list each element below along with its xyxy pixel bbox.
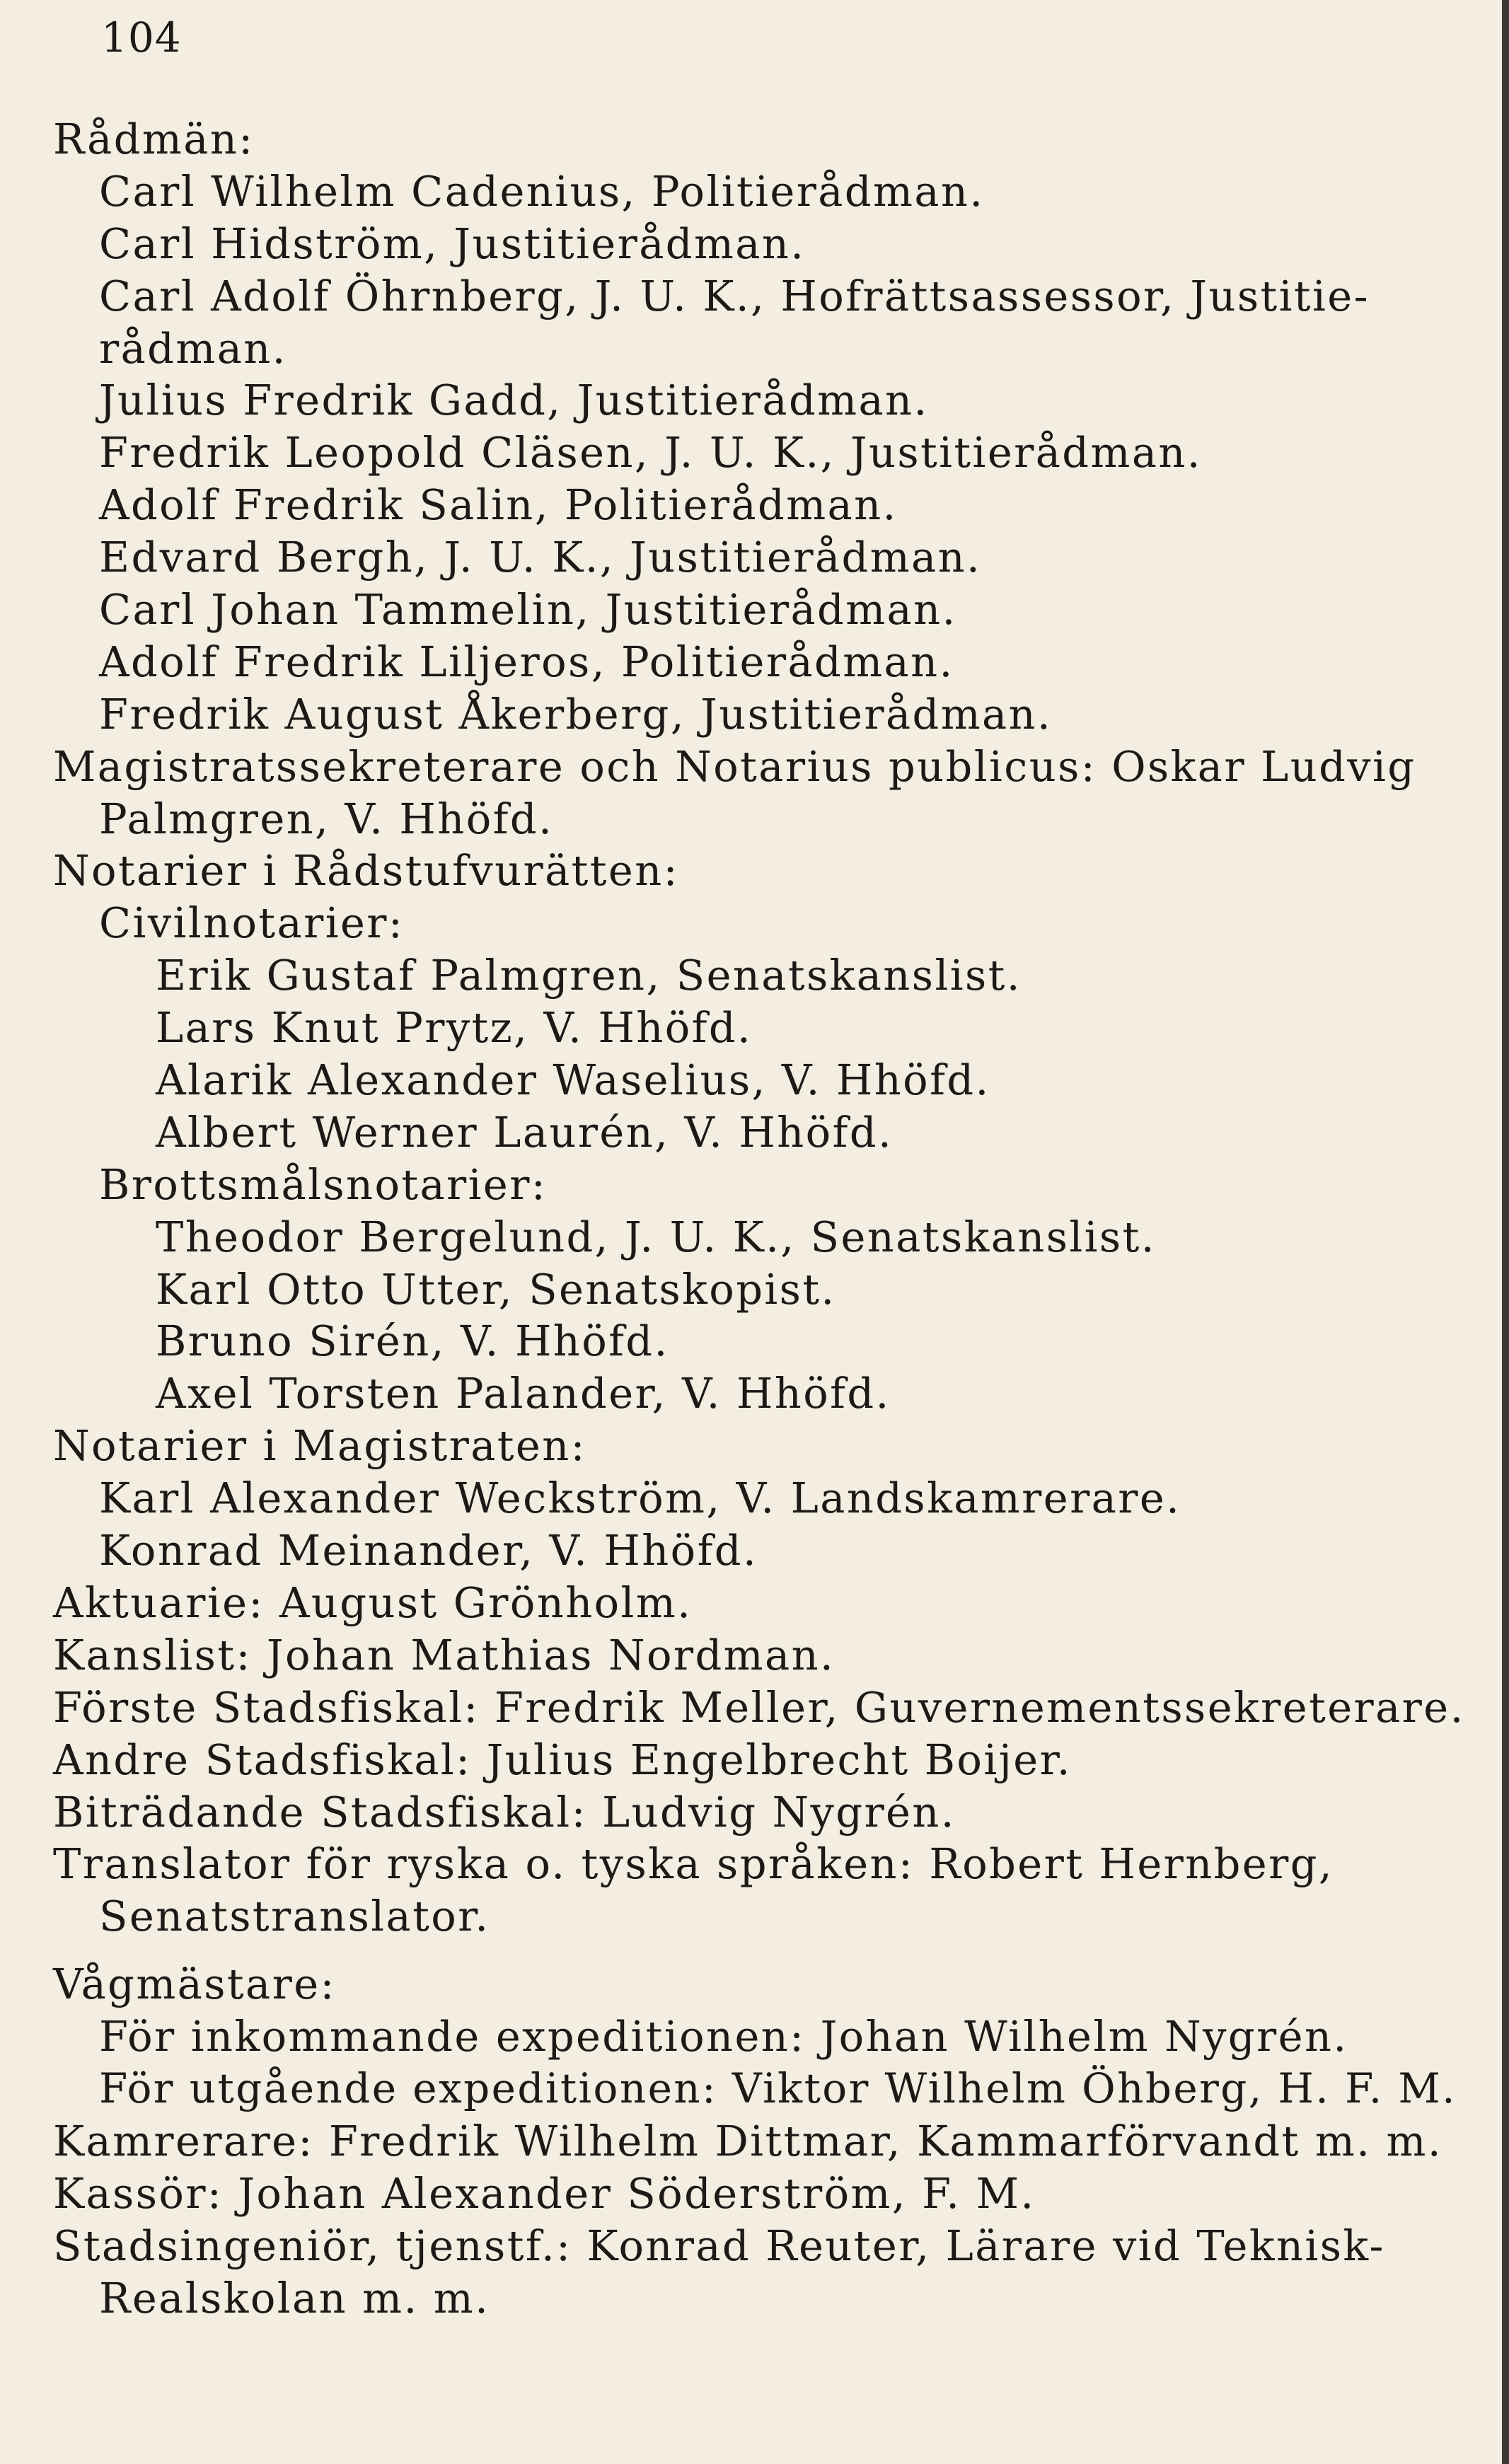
list-item: Erik Gustaf Palmgren, Senatskanslist. xyxy=(156,951,1022,1000)
entry-magistratssekreterare: Magistratssekreterare och Notarius publicus: Oskar Ludvig xyxy=(53,741,1416,791)
heading-radman: Rådmän: xyxy=(53,115,255,163)
entry-continuation: Senatstranslator. xyxy=(99,1892,490,1941)
spacer xyxy=(53,1943,1468,1958)
subheading-civilnotarier: Civilnotarier: xyxy=(99,898,405,948)
list-item: Adolf Fredrik Salin, Politierådman. xyxy=(99,480,898,530)
entry-continuation: Palmgren, V. Hhöfd. xyxy=(99,794,554,843)
heading-vagmastare: Vågmästare: xyxy=(53,1960,336,2009)
list-item: Karl Alexander Weckström, V. Landskamrerare. xyxy=(99,1474,1181,1523)
heading-notarier-magistraten: Notarier i Magistraten: xyxy=(53,1421,586,1471)
list-item: Konrad Meinander, V. Hhöfd. xyxy=(99,1526,758,1575)
list-item: Carl Wilhelm Cadenius, Politierådman. xyxy=(99,166,985,216)
list-item: Karl Otto Utter, Senatskopist. xyxy=(156,1264,836,1314)
subheading-brottsmalsnotarier: Brottsmålsnotarier: xyxy=(99,1159,548,1209)
heading-notarier-radstufvuratten: Notarier i Rådstufvurätten: xyxy=(53,846,679,896)
entry-aktuarie: Aktuarie: August Grönholm. xyxy=(53,1578,693,1627)
entry-andre-stadsfiskal: Andre Stadsfiskal: Julius Engelbrecht Boijer. xyxy=(53,1735,1072,1784)
list-item: Fredrik August Åkerberg, Justitierådman. xyxy=(99,689,1053,739)
entry-stadsingenior: Stadsingeniör, tjenstf.: Konrad Reuter, Lärare vid Teknisk- xyxy=(53,2221,1385,2270)
list-item: Carl Hidström, Justitierådman. xyxy=(99,219,806,268)
entry-translator: Translator för ryska o. tyska språken: Robert Hernberg, xyxy=(53,1839,1334,1889)
list-item: Alarik Alexander Waselius, V. Hhöfd. xyxy=(156,1055,990,1105)
list-item: Carl Adolf Öhrnberg, J. U. K., Hofrättsassessor, Justitie- xyxy=(99,271,1370,320)
list-item: Theodor Bergelund, J. U. K., Senatskanslist. xyxy=(156,1212,1156,1261)
list-item: Albert Werner Laurén, V. Hhöfd. xyxy=(156,1107,894,1157)
list-item: Adolf Fredrik Liljeros, Politierådman. xyxy=(99,637,954,686)
list-item: Edvard Bergh, J. U. K., Justitierådman. xyxy=(99,533,982,582)
list-item: Julius Fredrik Gadd, Justitierådman. xyxy=(99,376,929,425)
entry-bitradande-stadsfiskal: Biträdande Stadsfiskal: Ludvig Nygrén. xyxy=(53,1787,956,1837)
list-item: Carl Johan Tammelin, Justitierådman. xyxy=(99,585,957,635)
page-edge-rule xyxy=(1502,0,1509,2464)
document-body xyxy=(53,113,1468,2324)
page-number: 104 xyxy=(101,13,182,62)
entry-kanslist: Kanslist: Johan Mathias Nordman. xyxy=(53,1630,836,1679)
list-item: För utgående expeditionen: Viktor Wilhelm Öhberg, H. F. M. xyxy=(99,2064,1457,2112)
entry-forste-stadsfiskal: Förste Stadsfiskal: Fredrik Meller, Guvernementssekreterare. xyxy=(53,1682,1465,1732)
entry-kassor: Kassör: Johan Alexander Söderström, F. M. xyxy=(53,2168,1036,2218)
entry-continuation: Realskolan m. m. xyxy=(99,2273,490,2323)
list-item: För inkommande expeditionen: Johan Wilhelm Nygrén. xyxy=(99,2012,1348,2061)
list-item-continuation: rådman. xyxy=(99,323,287,373)
entry-kamrerare: Kamrerare: Fredrik Wilhelm Dittmar, Kammarförvandt m. m. xyxy=(53,2116,1443,2165)
list-item: Lars Knut Prytz, V. Hhöfd. xyxy=(156,1003,753,1053)
list-item: Fredrik Leopold Cläsen, J. U. K., Justitierådman. xyxy=(99,428,1202,478)
list-item: Bruno Sirén, V. Hhöfd. xyxy=(156,1317,669,1366)
list-item: Axel Torsten Palander, V. Hhöfd. xyxy=(156,1369,891,1418)
